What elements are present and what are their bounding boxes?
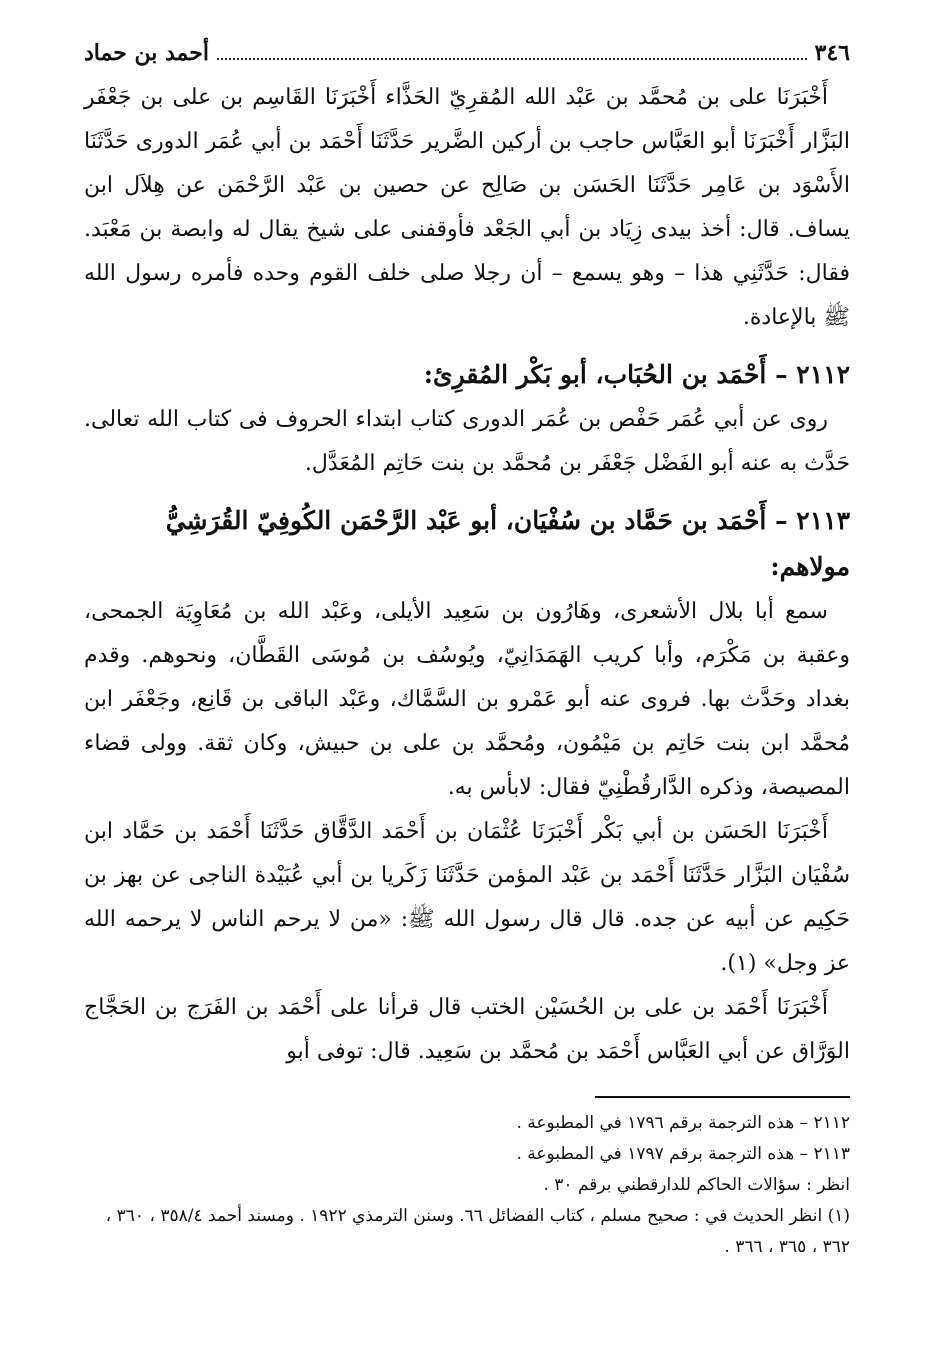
page-header xyxy=(84,36,850,76)
footnote-2113: ٢١١٣ – هذه الترجمة برقم ١٧٩٧ في المطبوعة . xyxy=(516,1144,850,1164)
paragraph-entry-2113: سمع أبا بلال الأشعرى، وهَارُون بن سَعِيد الأيلى، وعَبْد الله بن مُعَاوِيَة الجمحى، وعقبة بن مَكْرَم، وأبا كريب الهَمَدَانِيّ، ويُوسُف بن مُوسَى القَطَّان، ونحوهم. وقدم بغداد وحَدَّث بها. فروى عنه أبو عَمْرو بن السَّمَّاك، وعَبْد الباقى بن قَانِع، وجَعْفَر ابن مُحمَّد ابن بنت حَاتِم بن مَيْمُون، ومُحمَّد بن على بن حبيش، وكان ثقة. وولى قضاء المصيصة، وذكره الدَّارقُطْنِيّ فقال: لابأس به. xyxy=(84,599,850,800)
footnote-1: (١) انظر الحديث في : صحيح مسلم ، كتاب الفضائل ٦٦. وسنن الترمذي ١٩٢٢ . ومسند أحمد ٣٥٨/٤ ، ٣٦٠ ، ٣٦٢ ، ٣٦٥ ، ٣٦٦ . xyxy=(105,1206,850,1257)
paragraph-hadith: أَخْبَرَنَا الحَسَن بن أبي بَكْر أَخْبَرَنَا عُثْمَان بن أَحْمَد الدَّقَّاق حَدَّثَنَا أَحْمَد بن حَمَّاد ابن سُفْيَان البَزَّار حَدَّثَنَا أَحْمَد بن عَبْد المؤمن حَدَّثَنَا زَكَريا بن أبي عُبَيْدة الناجى عن بهز بن حَكِيم عن أبيه عن جده. قال قال رسول الله ﷺ: «من لا يرحم الناس لا يرحمه الله عز وجل» (١). xyxy=(84,819,850,976)
entry-heading-2112: ٢١١٢ – أَحْمَد بن الحُبَاب، أبو بَكْر المُقرِئ: xyxy=(423,360,850,389)
footnote-reference: انظر : سؤالات الحاكم للدارقطني برقم ٣٠ . xyxy=(543,1175,850,1195)
spacer xyxy=(84,340,850,346)
paragraph-isnad-1: أَخْبَرَنَا على بن مُحمَّد بن عَبْد الله المُقرِيّ الحَذَّاء أَخْبَرَنَا القَاسِم بن على بن جَعْفَر البَزَّار أَخْبَرَنَا أبو العَبَّاس حاجب بن أركين الضَّرير حَدَّثَنَا أَحْمَد بن أبي عُمَر الدورى حَدَّثَنَا الأَسْوَد بن عَامِر حَدَّثَنَا الحَسَن بن صَالِح عن حصين بن عَبْد الرَّحْمَن عن هِلاَل ابن يساف. قال: أخذ بيدى زِيَاد بن أبي الجَعْد فأوقفنى على شيخ يقال له وابصة بن مَعْبَد. فقال: حَدَّثَنِي هذا – وهو يسمع – أن رجلا صلى خلف القوم وحده فأمره رسول الله ﷺ بالإعادة. xyxy=(84,85,850,330)
paragraph-isnad-2: أَخْبَرَنَا أَحْمَد بن على بن الحُسَيْن الختب قال قرأنا على أَحْمَد بن الفَرَج بن الحَجَّاج الوَرَّاق عن أبي العَبَّاس أَحْمَد بن مُحمَّد بن سَعِيد. قال: توفى أبو xyxy=(84,995,850,1064)
entry-heading-2113: ٢١١٣ – أَحْمَد بن حَمَّاد بن سُفْيَان، أبو عَبْد الرَّحْمَن الكُوفِيّ القُرَشِيُّ مولاهم: xyxy=(165,506,850,581)
footnote-2112: ٢١١٢ – هذه الترجمة برقم ١٧٩٦ في المطبوعة . xyxy=(516,1113,850,1133)
spacer xyxy=(84,486,850,492)
header-dotted-leader xyxy=(217,58,807,60)
paragraph-entry-2112: روى عن أبي عُمَر حَفْص بن عُمَر الدورى كتاب ابتداء الحروف فى كتاب الله تعالى. حَدَّث به عنه أبو الفَضْل جَعْفَر بن مُحمَّد بن بنت حَاتِم المُعَدَّل. xyxy=(84,407,850,476)
running-title: أحمد بن حماد xyxy=(84,40,209,66)
footnotes xyxy=(84,1108,850,1263)
footnote-divider xyxy=(595,1096,850,1098)
page-number: ٣٤٦ xyxy=(814,40,850,66)
